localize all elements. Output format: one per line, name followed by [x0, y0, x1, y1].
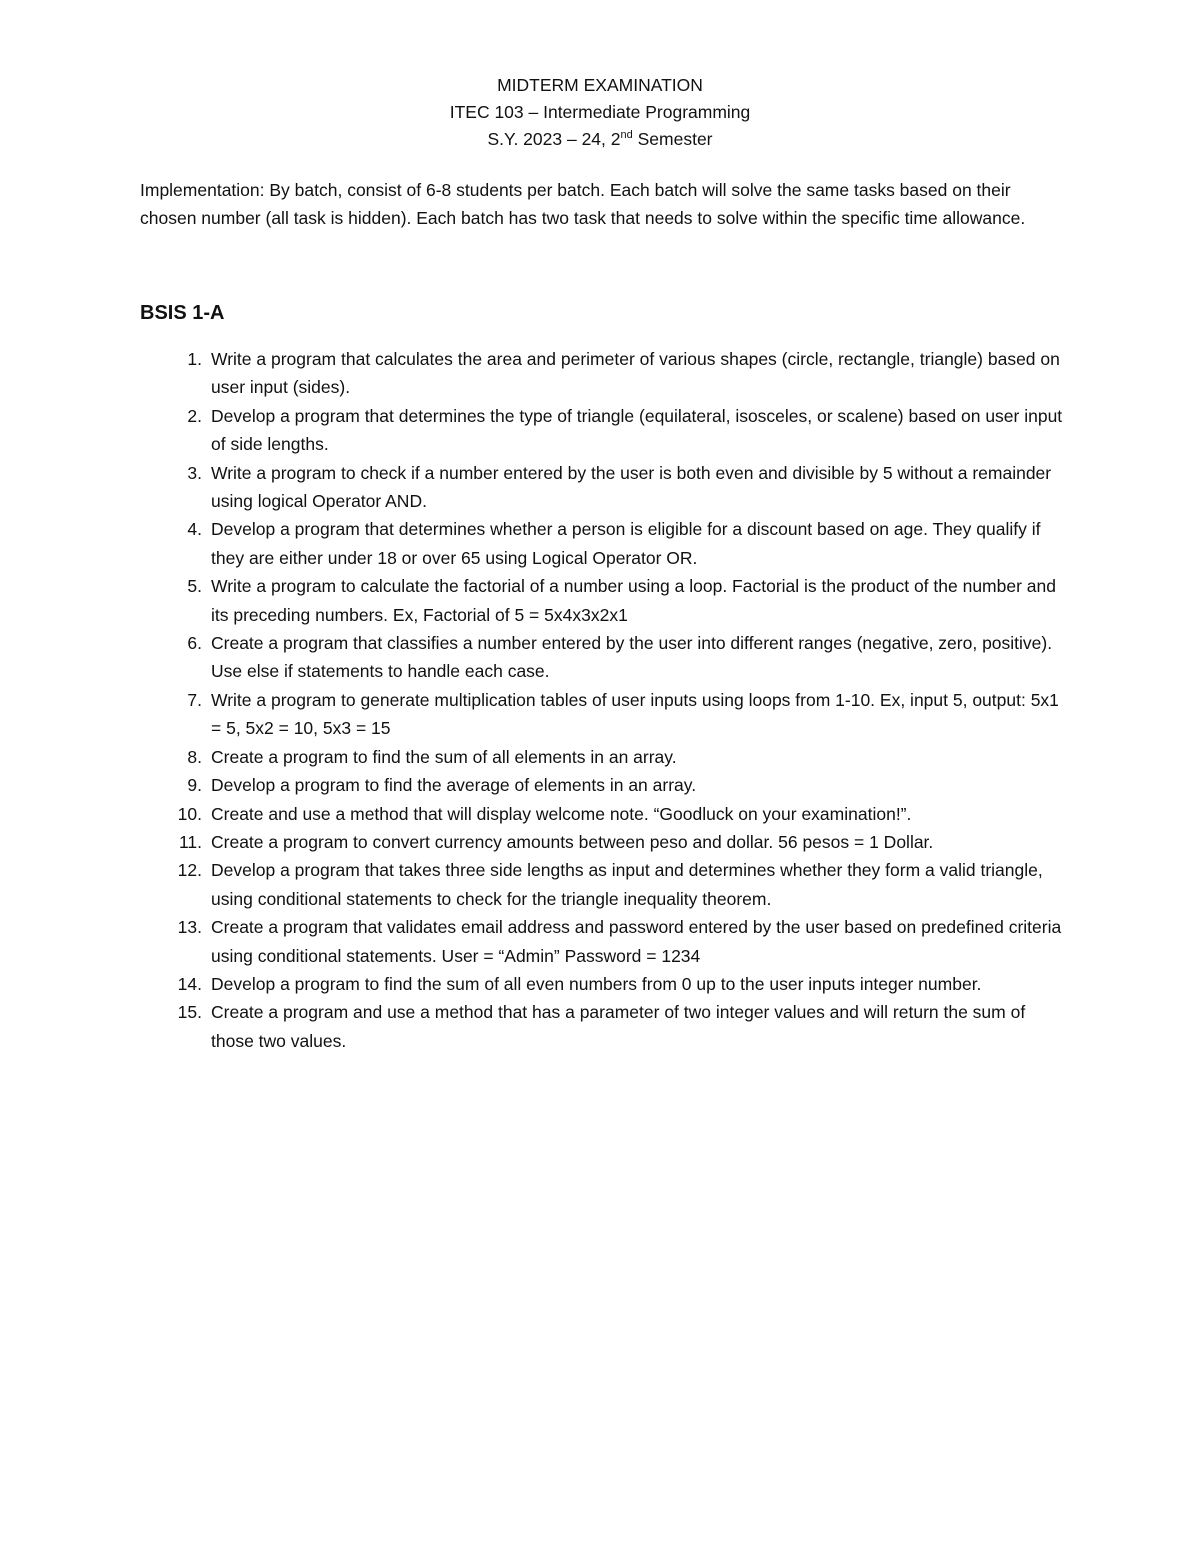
task-item	[140, 459, 1070, 516]
task-item	[140, 828, 1070, 856]
task-item	[140, 856, 1070, 913]
task-text: Create and use a method that will display welcome note. “Goodluck on your examination!”.	[211, 803, 912, 824]
task-item	[140, 800, 1070, 828]
task-item	[140, 913, 1070, 970]
semester-text: Semester	[632, 129, 713, 149]
task-item	[140, 572, 1070, 629]
task-text: Develop a program that determines whether a person is eligible for a discount based on age. They qualify if they are either under 18 or over 65 using Logical Operator OR.	[211, 519, 1041, 568]
exam-title: MIDTERM EXAMINATION	[497, 75, 703, 95]
task-item	[140, 743, 1070, 771]
task-text: Develop a program that takes three side lengths as input and determines whether they form a valid triangle, using conditional statements to check for the triangle inequality theorem.	[211, 860, 1043, 909]
task-number: 10.	[177, 803, 202, 824]
task-text: Write a program that calculates the area and perimeter of various shapes (circle, rectangle, triangle) based on user input (sides).	[211, 349, 1060, 398]
task-item	[140, 629, 1070, 686]
task-number: 11.	[178, 831, 202, 852]
implementation-paragraph: Implementation: By batch, consist of 6-8 students per batch. Each batch will solve the same tasks based on their chosen number (all task is hidden). Each batch has two task that needs to solve within the specific time allowance.	[140, 180, 1026, 228]
task-item	[140, 686, 1070, 743]
task-item	[140, 515, 1070, 572]
task-text: Develop a program that determines the type of triangle (equilateral, isosceles, or scalene) based on user input of side lengths.	[211, 405, 1063, 455]
task-number: 2.	[187, 405, 202, 426]
task-text: Develop a program to find the average of elements in an array.	[211, 775, 697, 796]
task-item	[140, 970, 1070, 998]
task-number: 1.	[187, 349, 202, 369]
school-year-semester	[0, 126, 1200, 153]
task-number: 5.	[187, 576, 202, 597]
task-text: Write a program to check if a number entered by the user is both even and divisible by 5 without a remainder using logical Operator AND.	[211, 462, 1052, 512]
task-item	[140, 345, 1070, 402]
task-number: 6.	[187, 633, 202, 654]
task-text: Create a program that validates email address and password entered by the user based on predefined criteria using conditional statements. User = “Admin” Password = 1234	[211, 917, 1062, 966]
task-text: Write a program to generate multiplication tables of user inputs using loops from 1-10. Ex, input 5, output: 5x1 = 5, 5x2 = 10, 5x3 = 15	[211, 689, 1059, 739]
task-number: 15.	[177, 1002, 202, 1023]
task-text: Create a program to convert currency amounts between peso and dollar. 56 pesos = 1 Dollar.	[211, 831, 934, 852]
course-title: ITEC 103 – Intermediate Programming	[449, 102, 751, 122]
task-item	[140, 998, 1070, 1055]
document-header	[0, 72, 1200, 153]
section-title: BSIS 1-A	[140, 302, 225, 324]
task-number: 9.	[187, 775, 202, 796]
task-number: 7.	[187, 689, 202, 710]
ordinal-suffix: nd	[620, 129, 633, 142]
task-number: 4.	[187, 519, 202, 540]
task-text: Create a program that classifies a number entered by the user into different ranges (negative, zero, positive). Use else if statements to handle each case.	[211, 633, 1053, 682]
task-text: Develop a program to find the sum of all even numbers from 0 up to the user inputs integer number.	[211, 973, 982, 994]
task-number: 3.	[187, 462, 202, 483]
task-number: 13.	[177, 917, 202, 938]
task-text: Create a program to find the sum of all elements in an array.	[211, 746, 677, 767]
task-text: Write a program to calculate the factorial of a number using a loop. Factorial is the product of the number and its preceding numbers. Ex, Factorial of 5 = 5x4x3x2x1	[211, 576, 1056, 625]
task-number: 14.	[177, 973, 202, 994]
task-item	[140, 771, 1070, 799]
school-year-text: S.Y. 2023 – 24, 2	[487, 129, 621, 149]
task-list	[140, 345, 1070, 1055]
task-number: 12.	[177, 860, 202, 881]
task-item	[140, 402, 1070, 459]
task-number: 8.	[187, 746, 202, 767]
task-text: Create a program and use a method that has a parameter of two integer values and will return the sum of those two values.	[211, 1002, 1026, 1051]
